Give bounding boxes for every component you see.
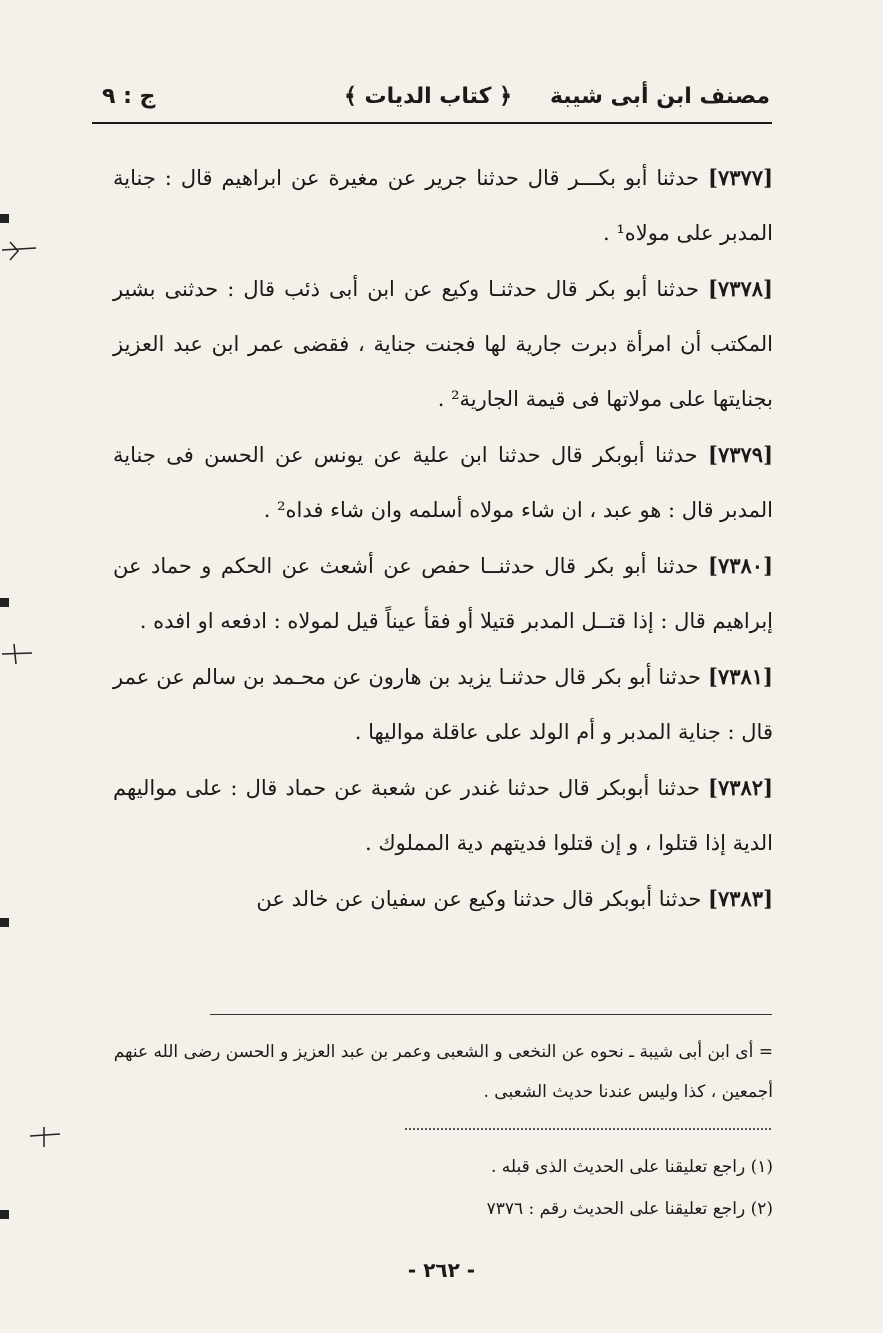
hadith-number: [٧٣٧٩]: [708, 442, 773, 467]
hadith-entry-7378: [113, 261, 773, 427]
footnote-dotted-divider: [405, 1128, 771, 1130]
hadith-list: [113, 150, 773, 927]
hadith-number: [٧٣٧٧]: [708, 165, 773, 190]
margin-speck: [0, 918, 9, 927]
continued-note: = أى ابن أبى شيبة ـ نحوه عن النخعى و الشعبى وعمر بن عبد العزيز و الحسن رضى الله عنهم أجمعين ، كذا وليس عندنا حديث الشعبى .: [113, 1042, 773, 1102]
margin-mark: [0, 640, 36, 666]
hadith-text: حدثنا أبوبكر قال حدثنا وكيع عن سفيان عن خالد عن: [256, 887, 702, 911]
footnote-2: (٢) راجع تعليقنا على الحديث رقم : ٧٣٧٦: [486, 1199, 773, 1219]
hadith-entry-7377: [113, 150, 773, 261]
hadith-entry-7382: [113, 760, 773, 871]
hadith-number: [٧٣٨٠]: [708, 553, 773, 578]
margin-speck: [0, 598, 9, 607]
hadith-text: حدثنا أبوبكر قال حدثنا ابن علية عن يونس عن الحسن فى جناية المدبر قال : هو عبد ، ان شاء مولاه أسلمه وان شاء فداه² .: [113, 443, 773, 522]
hadith-number: [٧٣٨٢]: [708, 775, 773, 800]
hadith-number: [٧٣٧٨]: [707, 276, 773, 301]
footnotes: [113, 1146, 773, 1230]
hadith-text: حدثنا أبو بكر قال حدثنـا يزيد بن هارون عن محـمد بن سالم عن عمر قال : جناية المدبر و أم الولد على عاقلة مواليها .: [113, 665, 773, 744]
hadith-text: حدثنا أبو بكر قال حدثنـا وكيع عن ابن أبى ذئب قال : حدثنى بشير المكتب أن امرأة دبرت جارية لها فجنت جناية ، فقضى عمر ابن عبد العزيز بجنايتها على مولاتها فى قيمة الجارية² .: [113, 277, 773, 411]
margin-mark: [28, 1124, 64, 1150]
volume-number: ج : ٩: [102, 84, 156, 109]
hadith-entry-7379: [113, 427, 773, 538]
book-title: مصنف ابن أبى شيبة: [549, 84, 770, 109]
page-number: - ٢٦٢ -: [407, 1258, 476, 1282]
hadith-entry-7380: [113, 538, 773, 649]
margin-mark: [0, 238, 40, 264]
margin-speck: [0, 1210, 9, 1219]
hadith-text: حدثنا أبو بكر قال حدثنــا حفص عن أشعث عن الحكم و حماد عن إبراهيم قال : إذا قتــل المدبر قتيلا أو فقأ عيناً قيل لمولاه : ادفعه او افده .: [113, 554, 773, 633]
page-header: [92, 82, 770, 118]
footnote-divider: [210, 1014, 772, 1015]
header-rule: [92, 122, 772, 124]
hadith-number: [٧٣٨١]: [707, 664, 773, 689]
margin-speck: [0, 214, 9, 223]
hadith-entry-7383: [113, 871, 773, 927]
hadith-entry-7381: [113, 649, 773, 760]
hadith-number: [٧٣٨٣]: [708, 886, 773, 911]
section-title: ﴿ كتاب الديات ﴾: [343, 84, 512, 109]
footnote-1: (١) راجع تعليقنا على الحديث الذى قبله .: [490, 1157, 773, 1177]
hadith-text: حدثنا أبوبكر قال حدثنا غندر عن شعبة عن حماد قال : على مواليهم الدية إذا قتلوا ، و إن قتلوا فديتهم دية المملوك .: [113, 776, 773, 855]
hadith-text: حدثنا أبو بكـــر قال حدثنا جرير عن مغيرة عن ابراهيم قال : جناية المدبر على مولاه¹ .: [113, 166, 773, 245]
